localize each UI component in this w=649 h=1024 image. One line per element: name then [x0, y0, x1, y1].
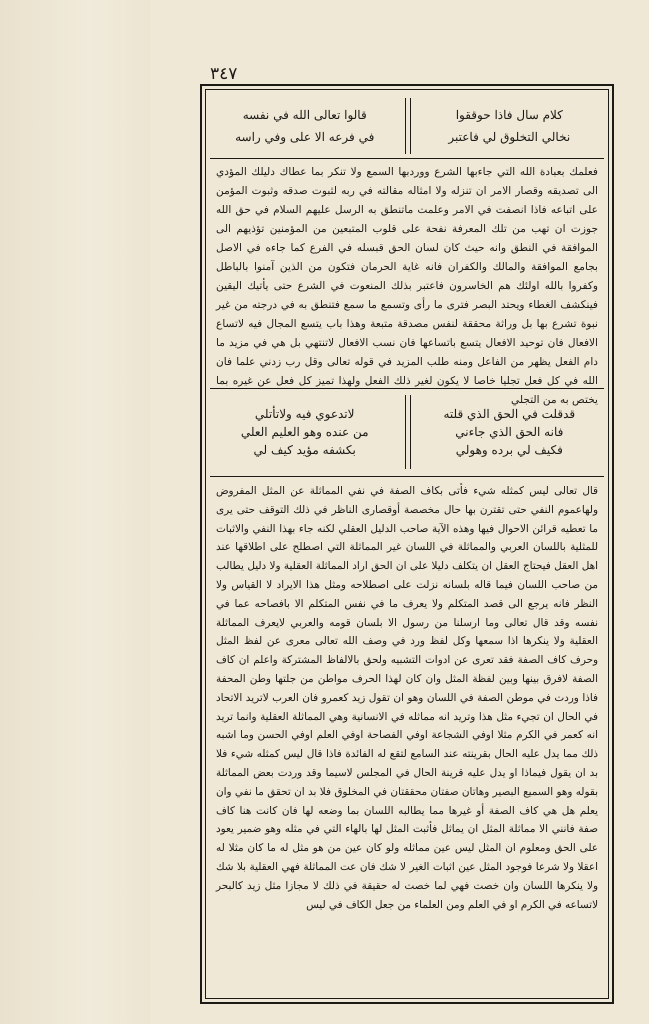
- verse-line: في فرعه الا على وفي راسه: [235, 130, 375, 144]
- verse-block-middle: [214, 395, 600, 469]
- verse-line: فانه الحق الذي جاءني: [455, 425, 564, 439]
- prose-paragraph: قال تعالى ليس كمثله شيء فأتى بكاف الصفة في نفي المماثلة عن المثل المفروض ولهاعموم النفي حتى تقترن بها حال مخصصة أوقصارى الناظر في ذلك التوقف حتى يرى ما تعطيه قرائن الاحوال فيها وهذه الآية صاحب الدليل العقلي لكنه جاء بهذا النفي والاثبات للمثلية باللسان العربي والمماثلة في اللسان غير المماثلة التي اصطلح على اطلاقها عند اهل العقل فيحتاج العقل ان يتكلف دليلا على ان الحق اراد المماثلة العقلية ولا دليل يطالب من صاحب اللسان فيما قاله بلسانه نزلت على اصطلاحه ومثل هذا الايراد لا القياس ولا النظر فانه يرجع الى قصد المتكلم ولا يعرف ما في نفس المتكلم الا بافصاحه عما في نفسه وقد قال تعالى وما ارسلنا من رسول الا بلسان قومه والعربي لايعرف المماثلة العقلية ولا ينكرها اذا سمعها وكل لفظ ورد في وصف الله تعالى معرى عن لفظ المثل وحرف كاف الصفة فقد تعرى عن ادوات التشبيه ولحق بالالفاظ المشتركة واعلم ان كاف الصفة لافرق بينها وبين لفظة المثل وان كان لهذا الحرف مواطن من جلتها وطن المحفة فاذا وردت في موطن الصفة في اللسان وهو ان تقول زيد كعمرو فان العرب لاتريد الاتحاد في الحال ان تجيء مثل هذا وتريد انه مماثله في الانسانية وهي المماثلة العقلية وانما تريد انه كعمر في الكرم مثلا اوفي الشجاعة اوفي الفصاحة اوفي العلم اوفي الحسن وما اشبه ذلك مما يدل عليه الحال بقرينته عند السامع لتقع له الفائدة فاذا قال ليس كمثله شيء فلا بد ان يقول فيماذا او يدل عليه قرينة الحال في المجلس لاسيما وقد وردت بعض المماثلة بقوله وهو السميع البصير وهاتان صفتان محققتان في المخلوق فلا بد ان تحقق ما نفي وان يعلم هل هي كاف الصفة أو غيرها مما يطالبه اللسان بما وضعه لها فان كانت هنا كاف صفة فانني الا مماثلة المثل ان يماثل فأثبت المثل لها بالهاء التي في مثله وهو ضمير يعود على الحق ومعلوم ان المثل ليس عين مماثله ولو كان عين من هو مثل له ما كان مثلا له اعقلا ولا شرعا فوجود المثل عين اثبات الغير لا شك فان عت المماثلة فهي العقلية بلا شك ولا ينكرها اللسان وان خصت فهي لما خصت له حقيقة في ذلك لا مجازا مثل زيد كالبحر لاتساعه في الكرم او في العلم ومن العلماء من جعل الكاف في ليس: [216, 485, 598, 911]
- verse-block-top: [214, 98, 600, 154]
- page-number: ٣٤٧: [210, 64, 238, 84]
- page-frame-inner: [205, 89, 609, 999]
- verse-top-left-hemistich: [214, 98, 395, 154]
- prose-paragraph: فعلمك بعبادة الله التي جاءبها الشرع ووردبها السمع ولا تنكر بما عطاك دليلك المؤدي الى تصديقه وقصار الامر ان تنزله ولا امثاله مقالته في ربه لثبوت صدقه وثبوت المؤمن على اتباعه فاذا انصفت في الامر وعلمت ماتنطق به الرسل عليهم السلام في حق الله جوزت ان تهب من تلك المعرفة نفحة على قلوب المتبعين من المؤمنين تؤذيهم الى الموافقة في النطق وانه حيث كان لسان الحق قبسله في الفرع كما جاءه في الاصل بجامع الموافقة والمالك والكفران فانه غاية الحرمان فتكون من الذين آمنوا بالباطل وكفروا بالله اولئك هم الخاسرون فاعتبر بذلك المنعوت في الشرع حتى يأتيك اليقين فينكشف الغطاء ويحتد البصر فترى ما رأى وتسمع ما سمع فتنطق به في درجته من غير نبوة تشرع بها بل وراثة محققة لنفس مصدقة متبعة وهذا باب يتسع المجال فيه لاتساع الافعال فان توحيد الافعال يتسع باتساعها فان نسب الافعال لاتنتهي بل هي في مزيد ما دام الفعل يظهر من الفاعل ومنه طلب المزيد في قوله تعالى وقل رب زدني علما فان الله في كل فعل تجليا خاصا لا يكون لغير ذلك الفعل ولهذا تميز كل فعل عن غيره بما يختص به من التجلي: [216, 166, 598, 406]
- verse-line: لاتدعوي فيه ولاتأتلي: [254, 407, 355, 421]
- scan-gutter: [0, 0, 150, 1024]
- verse-line: نخالي التخلوق لي فاعتبر: [448, 130, 571, 144]
- verse-line: كلام سال فاذا حوققوا: [455, 108, 563, 122]
- divider-line: [210, 476, 604, 477]
- verse-line: بكشفه مؤيد كيف لي: [253, 443, 356, 457]
- divider-line: [210, 388, 604, 389]
- page-frame: [200, 84, 614, 1004]
- divider-line: [210, 158, 604, 159]
- verse-line: قدقلت في الحق الذي قلته: [443, 407, 576, 421]
- verse-line: فكيف لي برده وهولي: [455, 443, 563, 457]
- verse-line: من عنده وهو العليم العلي: [240, 425, 369, 439]
- verse-separator: [405, 395, 411, 469]
- prose-block-1: [216, 163, 598, 406]
- verse-top-right-hemistich: [419, 98, 600, 154]
- verse-mid-right-hemistich: [419, 395, 600, 469]
- verse-line: قالوا تعالى الله في نفسه: [242, 108, 367, 122]
- prose-block-2: [216, 482, 598, 994]
- verse-separator: [405, 98, 411, 154]
- verse-mid-left-hemistich: [214, 395, 395, 469]
